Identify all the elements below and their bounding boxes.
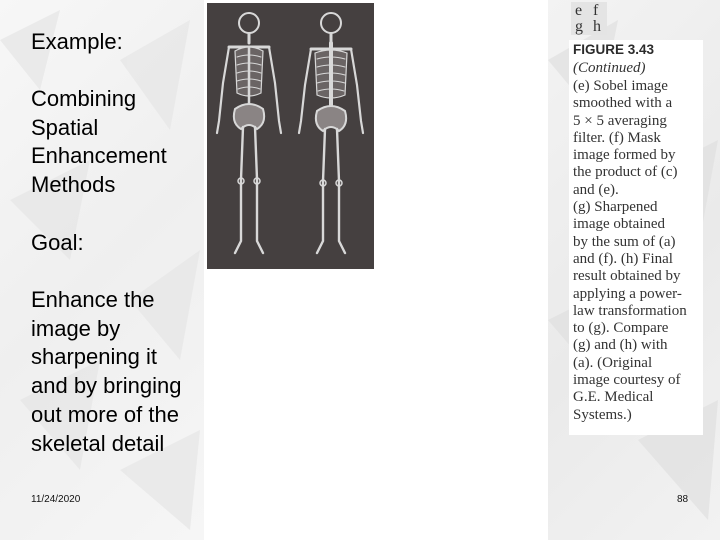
goal-line: out more of the [31, 401, 179, 427]
caption-line: law transformation [573, 302, 687, 319]
page-number: 88 [677, 494, 689, 505]
caption-line: and (f). (h) Final [573, 250, 673, 267]
skeleton-front [217, 13, 281, 253]
heading-line: Spatial [31, 114, 99, 140]
caption-line: (g) and (h) with [573, 337, 668, 354]
panel-label-h: h [593, 18, 601, 35]
caption-body [573, 78, 687, 424]
caption-line: applying a power- [573, 285, 682, 302]
goal-line: and by bringing [31, 373, 182, 399]
caption-line: result obtained by [573, 268, 681, 285]
figure-panel-labels [571, 2, 607, 35]
goal-description [31, 286, 181, 458]
caption-line: smoothed with a [573, 95, 673, 112]
caption-title: FIGURE 3.43 [573, 42, 655, 57]
caption-line: (g) Sharpened [573, 199, 658, 216]
panel-label-e: e [575, 2, 583, 19]
caption-line: and (e). [573, 181, 619, 198]
caption-line: the product of (c) [573, 164, 678, 181]
panel-label-g: g [575, 18, 583, 35]
caption-line: G.E. Medical [573, 389, 654, 406]
heading-line: Methods [31, 172, 116, 198]
caption-line: filter. (f) Mask [573, 129, 661, 146]
goal-line: image by [31, 315, 121, 341]
background-pattern [0, 0, 204, 540]
caption-line: by the sum of (a) [573, 233, 676, 250]
figure-caption [569, 40, 703, 435]
heading-line: Enhancement [31, 143, 167, 169]
caption-line: 5 × 5 averaging [573, 112, 667, 129]
skeleton-back [299, 13, 363, 253]
goal-line: Enhance the [31, 287, 155, 312]
caption-line: (e) Sobel image [573, 78, 668, 94]
caption-line: (a). (Original [573, 354, 653, 371]
goal-label: Goal: [31, 230, 84, 255]
caption-line: Systems.) [573, 406, 632, 423]
bone-scan-figures [207, 3, 374, 269]
caption-line: to (g). Compare [573, 320, 669, 337]
slide-background-left [0, 0, 204, 540]
footer-date: 11/24/2020 [31, 494, 81, 505]
caption-line: image courtesy of [573, 372, 681, 389]
skeleton-xray-image [207, 3, 374, 269]
goal-line: skeletal detail [31, 430, 165, 456]
goal-line: sharpening it [31, 344, 157, 370]
slide-title: Example: [31, 29, 123, 54]
slide-heading [31, 85, 167, 200]
caption-line: image formed by [573, 147, 676, 164]
heading-line: Combining [31, 86, 137, 111]
panel-label-f: f [593, 2, 599, 19]
caption-subtitle: (Continued) [573, 60, 646, 76]
caption-line: image obtained [573, 216, 666, 233]
